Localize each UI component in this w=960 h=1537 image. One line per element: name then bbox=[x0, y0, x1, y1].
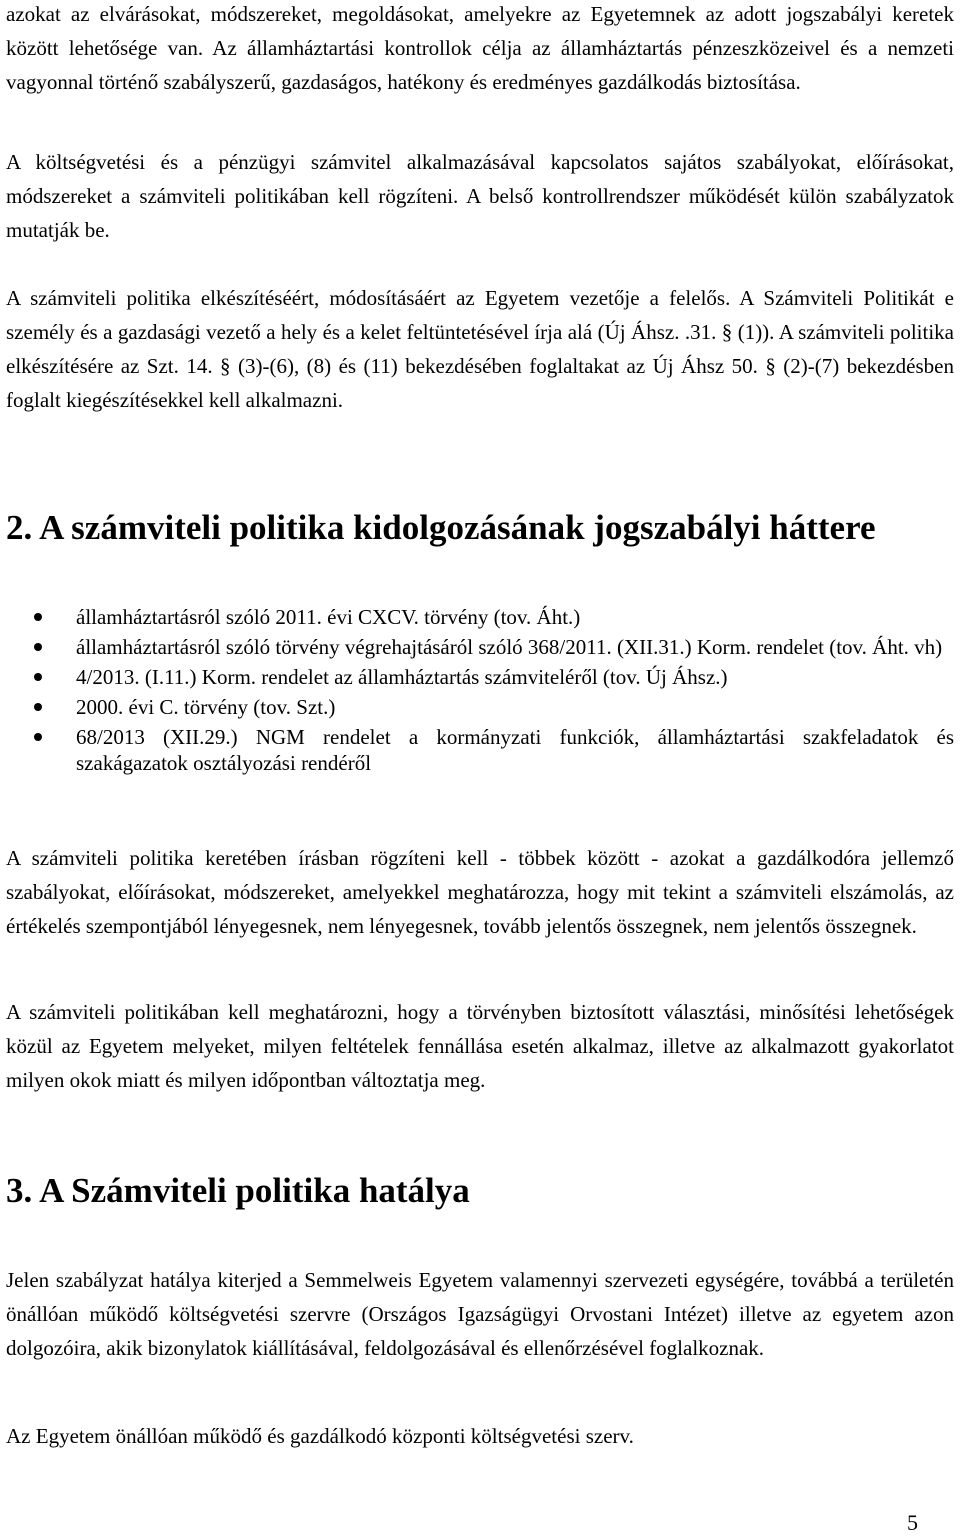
bullet-icon bbox=[34, 733, 42, 741]
list-item bbox=[0, 724, 960, 776]
paragraph-institution-status: Az Egyetem önállóan működő és gazdálkodó központi költségvetési szerv. bbox=[6, 1424, 634, 1448]
paragraph-control-objectives: azokat az elvárásokat, módszereket, megoldásokat, amelyekre az Egyetemnek az adott jogszabályi keretek között lehetősége van. Az államháztartási kontrollok célja az államháztartás pénzeszközeivel és a nemzeti vagyonnal történő szabályszerű, gazdaságos, hatékony és eredményes gazdálkodás biztosítása. bbox=[6, 2, 954, 94]
bullet-icon bbox=[34, 673, 42, 681]
list-item bbox=[0, 664, 960, 690]
list-item bbox=[0, 694, 960, 720]
section-heading-legal-background: 2. A számviteli politika kidolgozásának jogszabályi háttere bbox=[6, 508, 876, 547]
list-item bbox=[0, 604, 960, 630]
list-item-text: államháztartásról szóló 2011. évi CXCV. törvény (tov. Áht.) bbox=[76, 605, 581, 629]
list-item-text: 2000. évi C. törvény (tov. Szt.) bbox=[76, 695, 336, 719]
paragraph-policy-content: A számviteli politika keretében írásban rögzíteni kell - többek között - azokat a gazdálkodóra jellemző szabályokat, előírásokat, módszereket, amelyekkel meghatározza, hogy mit tekint a számviteli elszámolás, az értékelés szempontjából lényegesnek, nem lényegesnek, tovább jelentős összegnek, nem jelentős összegnek. bbox=[6, 846, 954, 938]
paragraph-accounting-rules: A költségvetési és a pénzügyi számvitel alkalmazásával kapcsolatos sajátos szabályokat, előírásokat, módszereket a számviteli politikában kell rögzíteni. A belső kontrollrendszer működését külön szabályzatok mutatják be. bbox=[6, 150, 954, 242]
list-item bbox=[0, 634, 960, 660]
bullet-icon bbox=[34, 703, 42, 711]
list-item-text: 4/2013. (I.11.) Korm. rendelet az államháztartás számviteléről (tov. Új Áhsz.) bbox=[76, 665, 728, 689]
list-item-text: 68/2013 (XII.29.) NGM rendelet a kormányzati funkciók, államháztartási szakfeladatok és szakágazatok osztályozási rendéről bbox=[76, 725, 954, 775]
section-heading-scope: 3. A Számviteli politika hatálya bbox=[6, 1171, 470, 1210]
paragraph-responsibility: A számviteli politika elkészítéséért, módosításáért az Egyetem vezetője a felelős. A Számviteli Politikát e személy és a gazdasági vezető a hely és a kelet feltüntetésével írja alá (Új Áhsz. .31. § (1)). A számviteli politika elkészítésére az Szt. 14. § (3)-(6), (8) és (11) bekezdésében foglaltakat az Új Áhsz 50. § (2)-(7) bekezdésben foglalt kiegészítésekkel kell alkalmazni. bbox=[6, 286, 954, 412]
paragraph-policy-choices: A számviteli politikában kell meghatározni, hogy a törvényben biztosított választási, minősítési lehetőségek közül az Egyetem melyeket, milyen feltételek fennállása esetén alkalmaz, illetve az alkalmazott gyakorlatot milyen okok miatt és milyen időpontban változtatja meg. bbox=[6, 1000, 954, 1092]
legal-sources-list bbox=[0, 604, 960, 780]
list-item-text: államháztartásról szóló törvény végrehajtásáról szóló 368/2011. (XII.31.) Korm. rendelet (tov. Áht. vh) bbox=[76, 635, 943, 659]
bullet-icon bbox=[34, 613, 42, 621]
page-number: 5 bbox=[907, 1510, 918, 1535]
paragraph-scope: Jelen szabályzat hatálya kiterjed a Semmelweis Egyetem valamennyi szervezeti egységére, továbbá a területén önállóan működő költségvetési szervre (Országos Igazságügyi Orvostani Intézet) illetve az egyetem azon dolgozóira, akik bizonylatok kiállításával, feldolgozásával és ellenőrzésével foglalkoznak. bbox=[6, 1268, 954, 1360]
bullet-icon bbox=[34, 643, 42, 651]
